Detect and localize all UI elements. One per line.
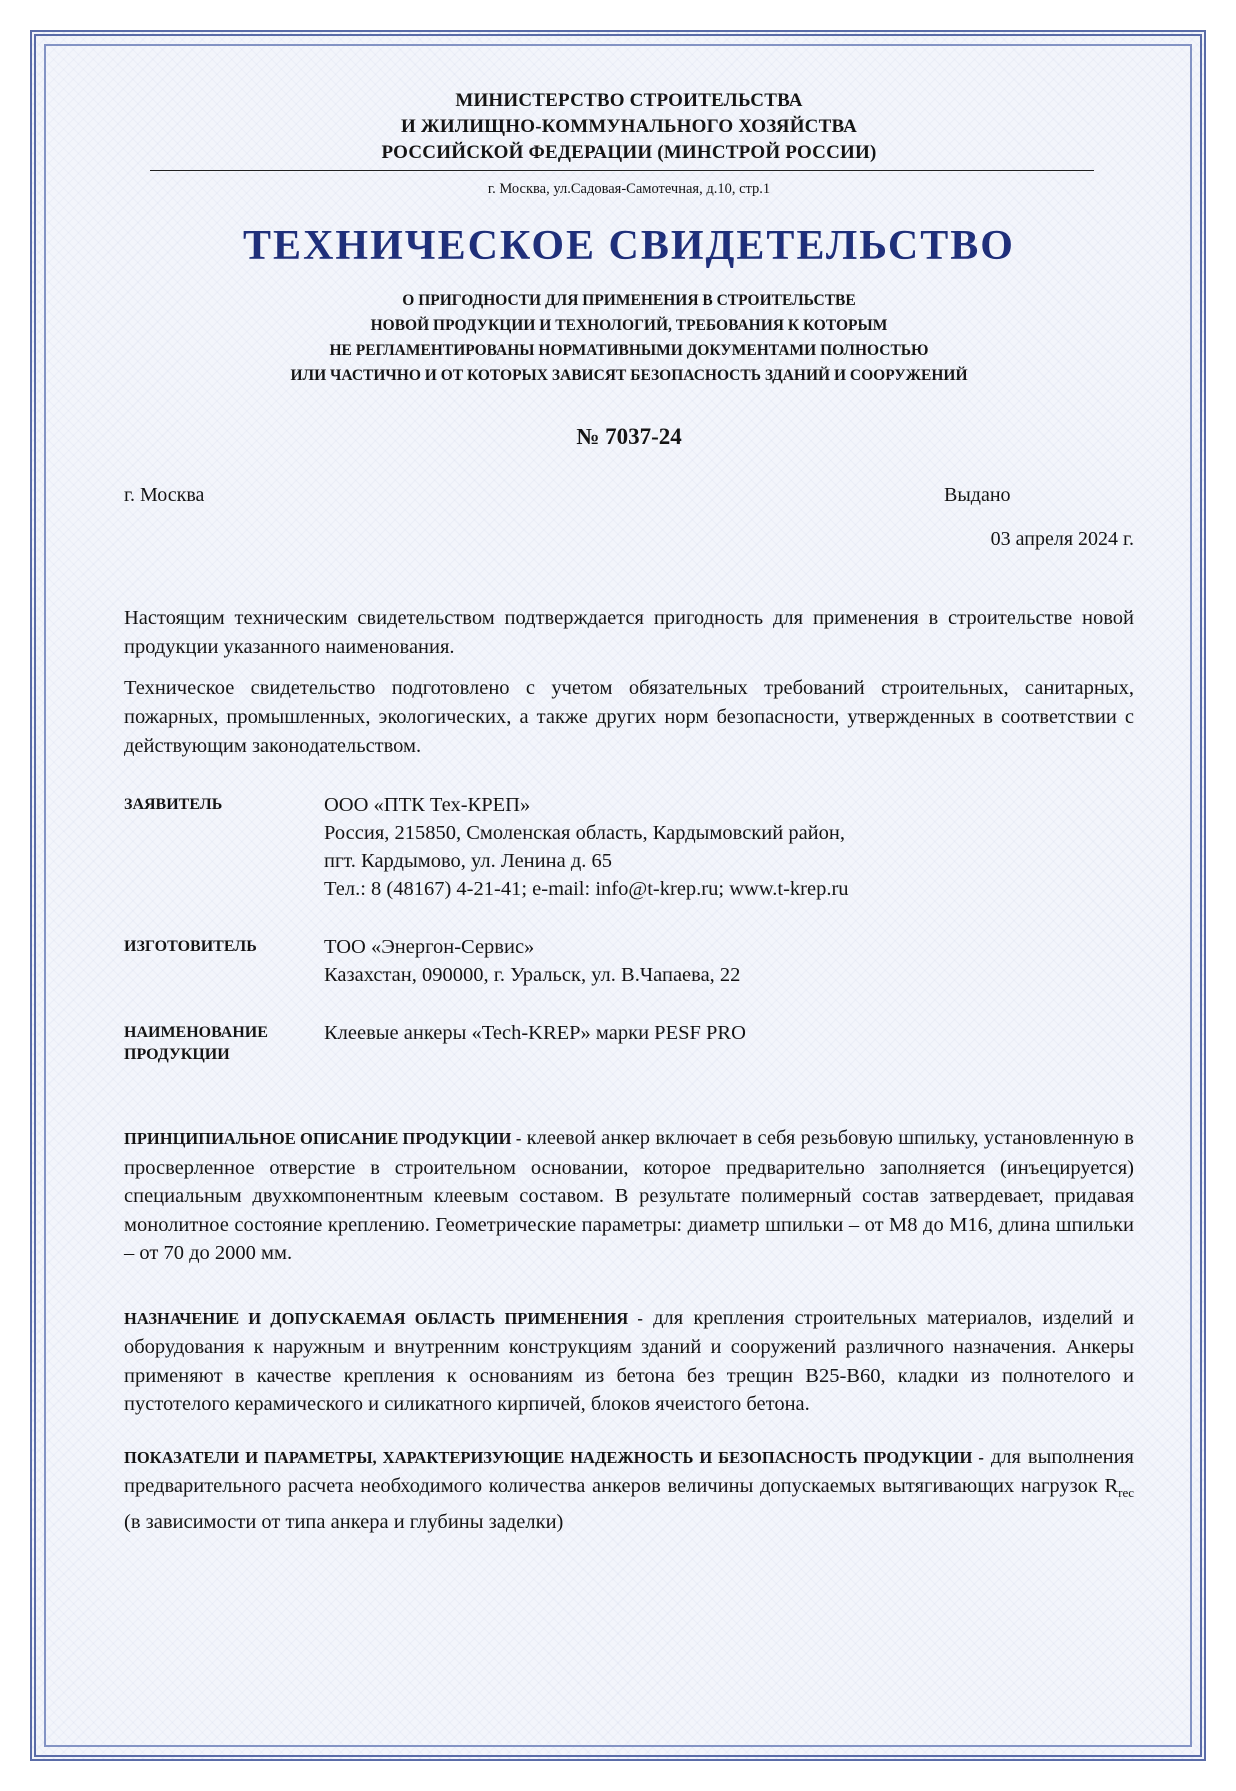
applicant-address-1: Россия, 215850, Смоленская область, Кардымовский район, — [324, 822, 845, 844]
document-title: ТЕХНИЧЕСКОЕ СВИДЕТЕЛЬСТВО — [243, 223, 1015, 269]
subtitle-line-4: ИЛИ ЧАСТИЧНО И ОТ КОТОРЫХ ЗАВИСЯТ БЕЗОПАСНОСТЬ ЗДАНИЙ И СООРУЖЕНИЙ — [290, 367, 968, 384]
subtitle-line-1: О ПРИГОДНОСТИ ДЛЯ ПРИМЕНЕНИЯ В СТРОИТЕЛЬСТВЕ — [402, 292, 856, 309]
product-label-line-1: НАИМЕНОВАНИЕ — [124, 1024, 268, 1041]
purpose-text: для крепления строительных материалов, изделий и оборудования к наружным и внутренним конструкциям зданий и сооружений различного назначения. Анкеры применяют в качестве крепления к основаниям из бетона без трещин В25-В60, кладки из полнотелого и пустотелого керамического и силикатного кирпичей, блоков ячеистого бетона. — [124, 1306, 1135, 1415]
purpose-section — [124, 1304, 1134, 1419]
basis-paragraph: Техническое свидетельство подготовлено с учетом обязательных требований строительных, санитарных, пожарных, промышленных, экологических, а также других норм безопасности, утвержденных в соответствии с действующим законодательством. — [124, 677, 1134, 757]
ministry-line-3: РОССИЙСКОЙ ФЕДЕРАЦИИ (МИНСТРОЙ РОССИИ) — [381, 142, 877, 163]
place-date-row — [124, 484, 1134, 574]
applicant-address-2: пгт. Кардымово, ул. Ленина д. 65 — [324, 850, 613, 872]
applicant-details — [324, 791, 1134, 903]
subtitle-line-3: НЕ РЕГЛАМЕНТИРОВАНЫ НОРМАТИВНЫМИ ДОКУМЕНТАМИ ПОЛНОСТЬЮ — [329, 342, 929, 359]
header-divider — [150, 170, 1094, 171]
issued-label: Выдано — [944, 484, 1011, 506]
product-label — [124, 1019, 324, 1066]
manufacturer-label: ИЗГОТОВИТЕЛЬ — [124, 938, 257, 955]
applicant-label: ЗАЯВИТЕЛЬ — [124, 796, 223, 813]
certificate-number: № 7037-24 — [576, 424, 682, 449]
manufacturer-name: ТОО «Энергон-Сервис» — [324, 936, 535, 958]
ministry-line-1: МИНИСТЕРСТВО СТРОИТЕЛЬСТВА — [455, 90, 803, 111]
indicators-section — [124, 1443, 1134, 1537]
ministry-address: г. Москва, ул.Садовая-Самотечная, д.10, стр.1 — [487, 181, 771, 197]
product-label-line-2: ПРОДУКЦИИ — [124, 1046, 230, 1063]
indicators-subscript: rec — [1118, 1485, 1134, 1501]
applicant-block — [124, 791, 1134, 903]
certificate-page — [124, 88, 1134, 1536]
intro-paragraph: Настоящим техническим свидетельством подтверждается пригодность для применения в строительстве новой продукции указанного наименования. — [124, 607, 1134, 658]
manufacturer-details — [324, 933, 1134, 989]
description-section — [124, 1124, 1134, 1268]
applicant-name: ООО «ПТК Тех-КРЕП» — [324, 794, 531, 816]
indicators-heading: ПОКАЗАТЕЛИ И ПАРАМЕТРЫ, ХАРАКТЕРИЗУЮЩИЕ НАДЕЖНОСТЬ И БЕЗОПАСНОСТЬ ПРОДУКЦИИ - — [124, 1447, 984, 1467]
issue-city: г. Москва — [124, 484, 205, 506]
indicators-text: для выполнения предварительного расчета необходимого количества анкеров величины допускаемых вытягивающих нагрузок R — [124, 1445, 1134, 1497]
description-text: клеевой анкер включает в себя резьбовую шпильку, установленную в просверленное отверстие в строительном основании, которое предварительно заполняется (инъецируется) специальным двухкомпонентным клеевым составом. В результате полимерный состав затвердевает, придавая монолитное состояние креплению. Геометрические параметры: диаметр шпильки – от М8 до М16, длина шпильки – от 70 до 2000 мм. — [124, 1127, 1134, 1264]
manufacturer-address: Казахстан, 090000, г. Уральск, ул. В.Чапаева, 22 — [324, 964, 741, 986]
document-subtitle — [124, 288, 1134, 388]
indicators-text-end: (в зависимости от типа анкера и глубины заделки) — [124, 1510, 564, 1533]
ministry-line-2: И ЖИЛИЩНО-КОММУНАЛЬНОГО ХОЗЯЙСТВА — [400, 116, 858, 137]
manufacturer-block — [124, 933, 1134, 989]
issue-date: 03 апреля 2024 г. — [990, 528, 1134, 550]
purpose-heading: НАЗНАЧЕНИЕ И ДОПУСКАЕМАЯ ОБЛАСТЬ ПРИМЕНЕНИЯ - — [124, 1308, 643, 1328]
product-block — [124, 1019, 1134, 1066]
product-name: Клеевые анкеры «Tech-KREP» марки PESF PRO — [324, 1022, 746, 1044]
applicant-contacts: Тел.: 8 (48167) 4-21-41; e-mail: info@t-krep.ru; www.t-krep.ru — [324, 878, 849, 900]
description-heading: ПРИНЦИПИАЛЬНОЕ ОПИСАНИЕ ПРОДУКЦИИ - — [124, 1129, 522, 1148]
ministry-header — [124, 88, 1134, 166]
subtitle-line-2: НОВОЙ ПРОДУКЦИИ И ТЕХНОЛОГИЙ, ТРЕБОВАНИЯ К КОТОРЫМ — [370, 317, 888, 334]
